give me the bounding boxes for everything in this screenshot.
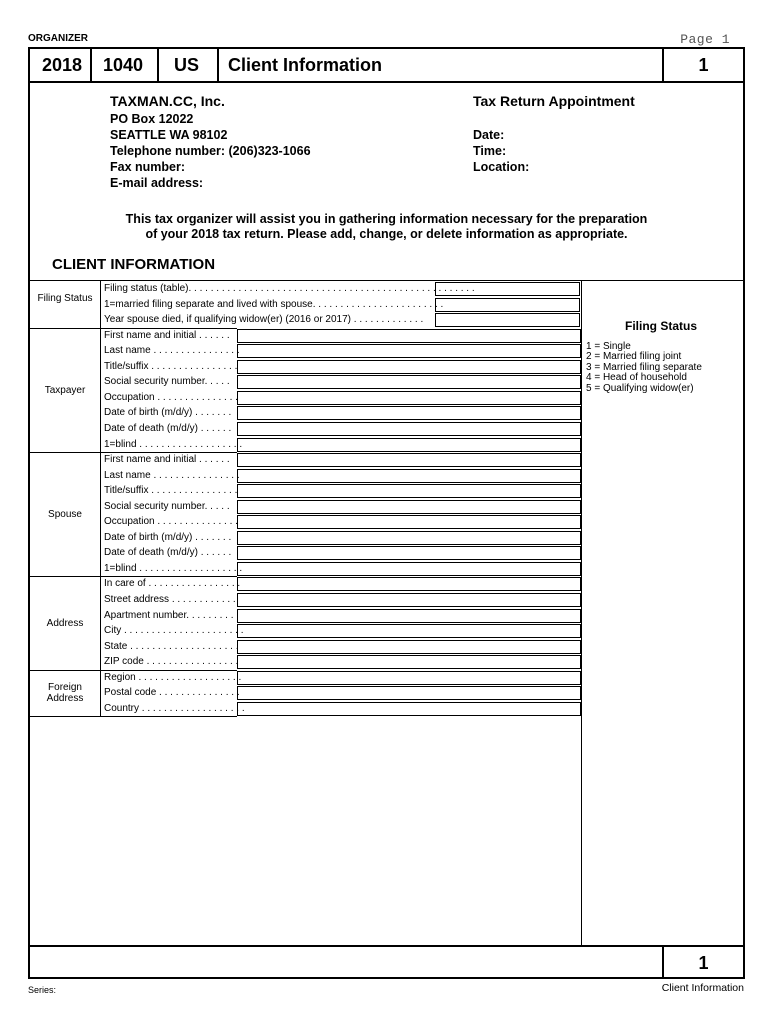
filing-row-label: Filing status (table). . . . . . . . . . . . . . . . . . . . . . . . . . . . . . . . . . . . . . . . . . . . . . . . . . . .	[104, 283, 475, 294]
page-label: Page 1	[680, 32, 730, 47]
label-column-divider	[100, 452, 101, 576]
foreign-row-label: Region . . . . . . . . . . . . . . . . . . .	[104, 671, 242, 683]
footer-divider	[30, 945, 743, 947]
address-row-label: ZIP code . . . . . . . . . . . . . . . . .	[104, 656, 239, 668]
company-name: TAXMAN.CC, Inc.	[110, 93, 225, 109]
spouse-input-field[interactable]	[237, 469, 581, 483]
filing-row	[30, 281, 581, 297]
form-number: 1040	[103, 55, 144, 75]
address-row	[30, 639, 581, 655]
series-label: Series:	[28, 985, 57, 995]
spouse-row	[30, 545, 581, 561]
section-title: CLIENT INFORMATION	[52, 256, 216, 273]
taxpayer-row	[30, 359, 581, 375]
address-row-label: Apartment number. . . . . . . . .	[104, 609, 234, 621]
taxpayer-row	[30, 437, 581, 453]
taxpayer-row	[30, 421, 581, 437]
organizer-label: ORGANIZER	[28, 33, 88, 44]
address-input-field[interactable]	[237, 577, 581, 591]
legend-item: 1 = Single	[586, 340, 631, 352]
filing-row-label: 1=married filing separate and lived with spouse. . . . . . . . . . . . . . . . . . . . . . . .	[104, 298, 444, 310]
taxpayer-input-field[interactable]	[237, 360, 581, 374]
form-header	[30, 49, 743, 83]
spouse-row	[30, 483, 581, 499]
foreign-input-field[interactable]	[237, 702, 581, 716]
company-fax: Fax number:	[110, 160, 186, 174]
taxpayer-input-field[interactable]	[237, 391, 581, 405]
spouse-row-label: Date of death (m/d/y) . . . . . .	[104, 547, 232, 559]
taxpayer-row-label: Occupation . . . . . . . . . . . . . . .	[104, 391, 238, 403]
spouse-input-field[interactable]	[237, 515, 581, 529]
address-input-field[interactable]	[237, 624, 581, 638]
spouse-row	[30, 530, 581, 546]
spouse-row	[30, 452, 581, 468]
tax-year: 2018	[42, 55, 83, 75]
taxpayer-row	[30, 343, 581, 359]
footer-client-info: Client Information	[661, 982, 744, 994]
spouse-row-label: Date of birth (m/d/y) . . . . . . .	[104, 531, 232, 543]
spouse-row	[30, 561, 581, 577]
taxpayer-input-field[interactable]	[237, 344, 581, 358]
spouse-row-label: Occupation . . . . . . . . . . . . . . .	[104, 516, 238, 528]
spouse-input-field[interactable]	[237, 484, 581, 498]
address-input-field[interactable]	[237, 640, 581, 654]
address-row	[30, 654, 581, 670]
intro-line-1: This tax organizer will assist you in gathering information necessary for the preparation	[125, 212, 648, 226]
organizer-page	[28, 47, 745, 979]
filing-row	[30, 297, 581, 313]
label-column-divider	[100, 670, 101, 717]
appointment-date: Date:	[473, 128, 505, 142]
legend-item: 2 = Married filing joint	[586, 351, 682, 362]
filing-input-field[interactable]	[435, 313, 580, 327]
taxpayer-input-field[interactable]	[237, 406, 581, 420]
spouse-row-label: Last name . . . . . . . . . . . . . . . .	[104, 469, 240, 481]
taxpayer-input-field[interactable]	[237, 422, 581, 436]
company-po-box: PO Box 12022	[110, 112, 194, 126]
intro-text	[30, 212, 743, 242]
label-column-divider	[100, 328, 101, 452]
legend-item: 3 = Married filing separate	[586, 361, 702, 373]
taxpayer-row	[30, 405, 581, 421]
taxpayer-group-label: Taxpayer	[44, 384, 86, 396]
address-row-label: City . . . . . . . . . . . . . . . . . . . . . .	[104, 625, 244, 637]
foreign-row-label: Postal code . . . . . . . . . . . . . . .	[104, 687, 240, 699]
taxpayer-row-label: Date of birth (m/d/y) . . . . . . .	[104, 407, 232, 419]
filing-input-field[interactable]	[435, 282, 580, 296]
foreign-input-field[interactable]	[237, 671, 581, 685]
filing-group-label: Filing Status	[37, 293, 93, 305]
spouse-row-label: 1=blind . . . . . . . . . . . . . . . . . . .	[104, 562, 243, 574]
taxpayer-input-field[interactable]	[237, 375, 581, 389]
address-input-field[interactable]	[237, 655, 581, 669]
legend-title: Filing Status	[625, 319, 697, 333]
foreign-group-label: Foreign Address	[46, 682, 84, 705]
appointment-info	[473, 93, 635, 175]
taxpayer-row-label: Social security number. . . . .	[104, 376, 230, 388]
filing-row-label: Year spouse died, if qualifying widow(er) (2016 or 2017) . . . . . . . . . . . . .	[104, 314, 424, 326]
appointment-location: Location:	[473, 160, 530, 174]
group-divider	[30, 716, 237, 717]
appointment-title: Tax Return Appointment	[473, 93, 635, 109]
spouse-row-label: Social security number. . . . .	[104, 500, 230, 512]
foreign-row	[30, 670, 581, 686]
spouse-input-field[interactable]	[237, 453, 581, 467]
filing-status-legend	[586, 321, 736, 394]
spouse-row	[30, 514, 581, 530]
spouse-row	[30, 468, 581, 484]
label-column-divider	[100, 281, 101, 328]
spouse-row	[30, 499, 581, 515]
taxpayer-row-label: Last name . . . . . . . . . . . . . . . .	[104, 345, 240, 357]
address-row	[30, 592, 581, 608]
company-email: E-mail address:	[110, 176, 204, 190]
column-divider	[581, 281, 582, 945]
country: US	[174, 55, 200, 75]
spouse-input-field[interactable]	[237, 531, 581, 545]
taxpayer-row-label: 1=blind . . . . . . . . . . . . . . . . . . .	[104, 438, 243, 450]
spouse-row-label: Title/suffix . . . . . . . . . . . . . . . .	[104, 485, 238, 497]
company-telephone: Telephone number: (206)323-1066	[110, 144, 311, 158]
spouse-input-field[interactable]	[237, 546, 581, 560]
spouse-group-label: Spouse	[48, 509, 82, 521]
address-input-field[interactable]	[237, 593, 581, 607]
foreign-input-field[interactable]	[237, 686, 581, 700]
intro-line-2: of your 2018 tax return. Please add, change, or delete information as appropriate.	[145, 227, 628, 241]
label-column-divider	[100, 576, 101, 669]
footer-page-number: 1	[698, 953, 709, 973]
address-row-label: Street address . . . . . . . . . . . .	[104, 594, 236, 605]
spouse-input-field[interactable]	[237, 500, 581, 514]
foreign-row	[30, 701, 581, 717]
spouse-input-field[interactable]	[237, 562, 581, 576]
address-row	[30, 576, 581, 592]
taxpayer-row-label: Date of death (m/d/y) . . . . . .	[104, 422, 232, 434]
page-title: Client Information	[228, 55, 382, 75]
filing-row	[30, 312, 581, 328]
taxpayer-input-field[interactable]	[237, 438, 581, 452]
foreign-row	[30, 685, 581, 701]
foreign-row-label: Country . . . . . . . . . . . . . . . . . . .	[104, 702, 245, 714]
company-city-state: SEATTLE WA 98102	[110, 128, 228, 142]
taxpayer-row	[30, 374, 581, 390]
header-page-number: 1	[698, 55, 709, 75]
legend-item: 4 = Head of household	[586, 372, 687, 383]
taxpayer-row-label: Title/suffix . . . . . . . . . . . . . . . .	[104, 360, 238, 372]
taxpayer-input-field[interactable]	[237, 329, 581, 343]
address-row-label: State . . . . . . . . . . . . . . . . . . . .	[104, 640, 239, 652]
address-group-label: Address	[46, 618, 84, 630]
filing-input-field[interactable]	[435, 298, 580, 312]
company-info	[110, 93, 311, 191]
taxpayer-row	[30, 390, 581, 406]
spouse-row-label: First name and initial . . . . . .	[104, 454, 230, 466]
appointment-time: Time:	[473, 144, 507, 158]
legend-item: 5 = Qualifying widow(er)	[586, 382, 694, 394]
address-row-label: In care of . . . . . . . . . . . . . . . . .	[104, 578, 241, 590]
address-input-field[interactable]	[237, 609, 581, 623]
address-row	[30, 608, 581, 624]
taxpayer-row-label: First name and initial . . . . . .	[104, 329, 230, 341]
address-row	[30, 623, 581, 639]
taxpayer-row	[30, 328, 581, 344]
